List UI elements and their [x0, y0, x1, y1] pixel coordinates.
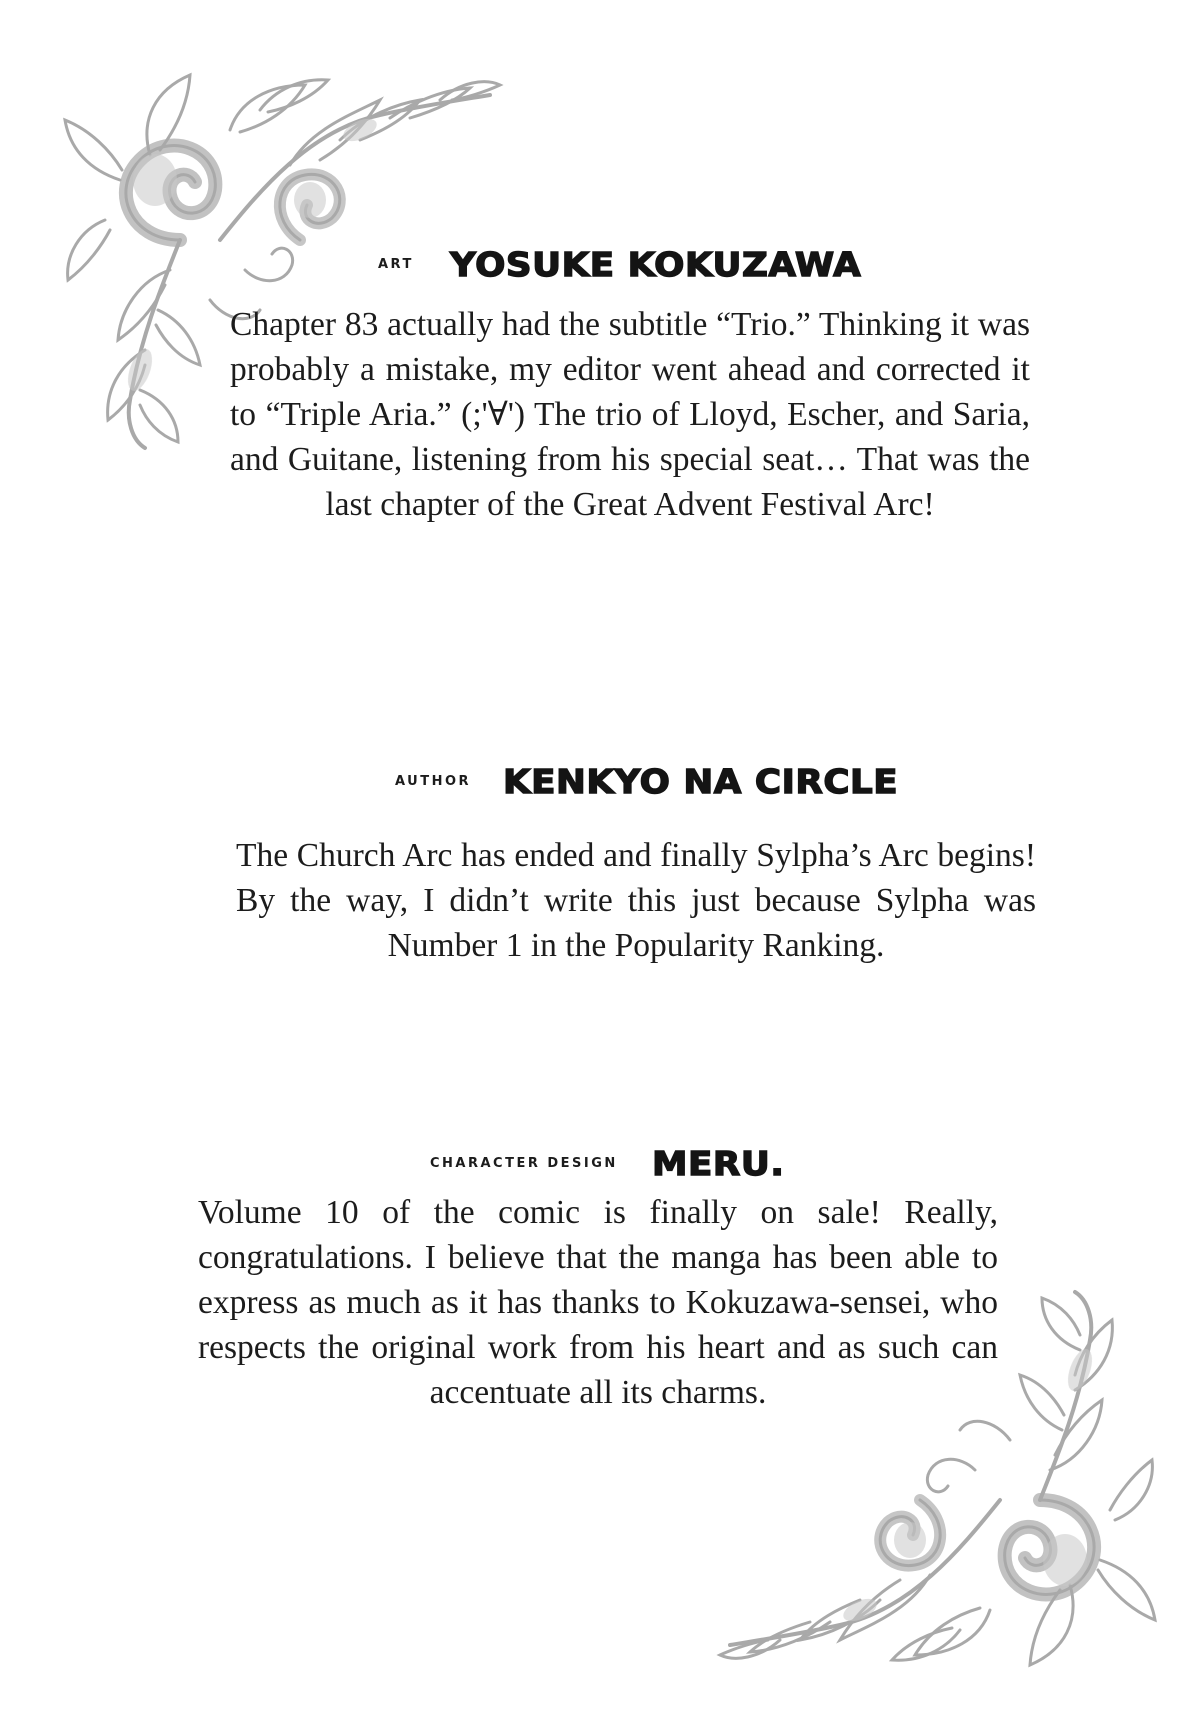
art-role-label: ART — [378, 257, 414, 272]
art-comment: Chapter 83 actually had the subtitle “Trio.” Thinking it was probably a mistake, my editor went ahead and corrected it to “Triple Aria.” (;'∀') The trio of Lloyd, Escher, and Saria, and Guitane, listening from his special seat… That was the last chapter of the Great Advent Festival Arc! — [230, 306, 1030, 523]
author-credit-name: KENKYO NA CIRCLE — [503, 762, 899, 801]
author-role-label: AUTHOR — [395, 774, 472, 789]
author-comment: The Church Arc has ended and finally Sylpha’s Arc begins! By the way, I didn’t write this just because Sylpha was Number 1 in the Popularity Ranking. — [236, 837, 1036, 964]
character-design-credit-name: MERU. — [651, 1144, 785, 1183]
character-design-credit-heading — [430, 1144, 785, 1183]
character-design-role-label: CHARACTER DESIGN — [430, 1156, 618, 1171]
art-credit-heading — [378, 245, 862, 284]
character-design-comment: Volume 10 of the comic is finally on sale! Really, congratulations. I believe that the manga has been able to express as much as it has thanks to Kokuzawa-sensei, who respects the original work from his heart and as such can accentuate all its charms. — [198, 1194, 998, 1411]
author-credit-heading — [395, 762, 899, 801]
art-credit-name: YOSUKE KOKUZAWA — [449, 245, 862, 284]
